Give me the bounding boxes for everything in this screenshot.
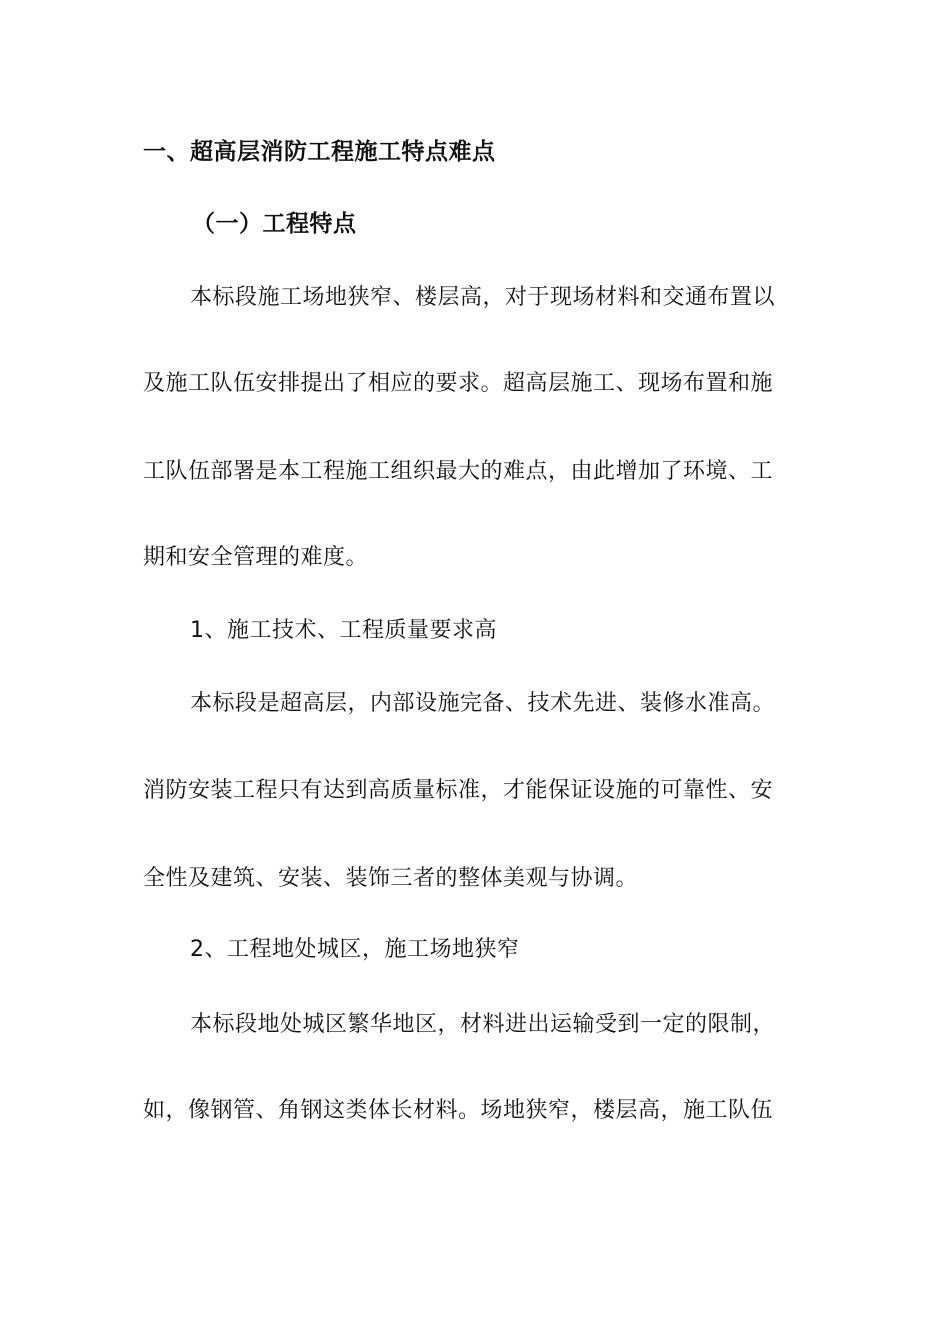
paragraph-line: 如，像钢管、角钢这类体长材料。场地狭窄，楼层高，施工队伍 xyxy=(143,1098,774,1123)
paragraph-line: 消防安装工程只有达到高质量标准，才能保证设施的可靠性、安 xyxy=(143,778,774,803)
list-item-heading: 2、工程地处城区，施工场地狭窄 xyxy=(190,937,520,962)
paragraph-line: 本标段地处城区繁华地区，材料进出运输受到一定的限制， xyxy=(190,1012,776,1037)
paragraph-line: 全性及建筑、安装、装饰三者的整体美观与协调。 xyxy=(143,866,639,891)
paragraph-line: 本标段施工场地狭窄、楼层高，对于现场材料和交通布置以 xyxy=(190,285,776,310)
paragraph-line: 期和安全管理的难度。 xyxy=(143,545,369,570)
paragraph-line: 及施工队伍安排提出了相应的要求。超高层施工、现场布置和施 xyxy=(143,371,774,396)
section-heading: 一、超高层消防工程施工特点难点 xyxy=(143,139,496,165)
subsection-heading: （一）工程特点 xyxy=(192,211,357,237)
paragraph-line: 本标段是超高层，内部设施完备、技术先进、装修水准高。 xyxy=(190,691,776,716)
paragraph-line: 工队伍部署是本工程施工组织最大的难点，由此增加了环境、工 xyxy=(143,459,774,484)
list-item-heading: 1、施工技术、工程质量要求高 xyxy=(190,618,497,643)
